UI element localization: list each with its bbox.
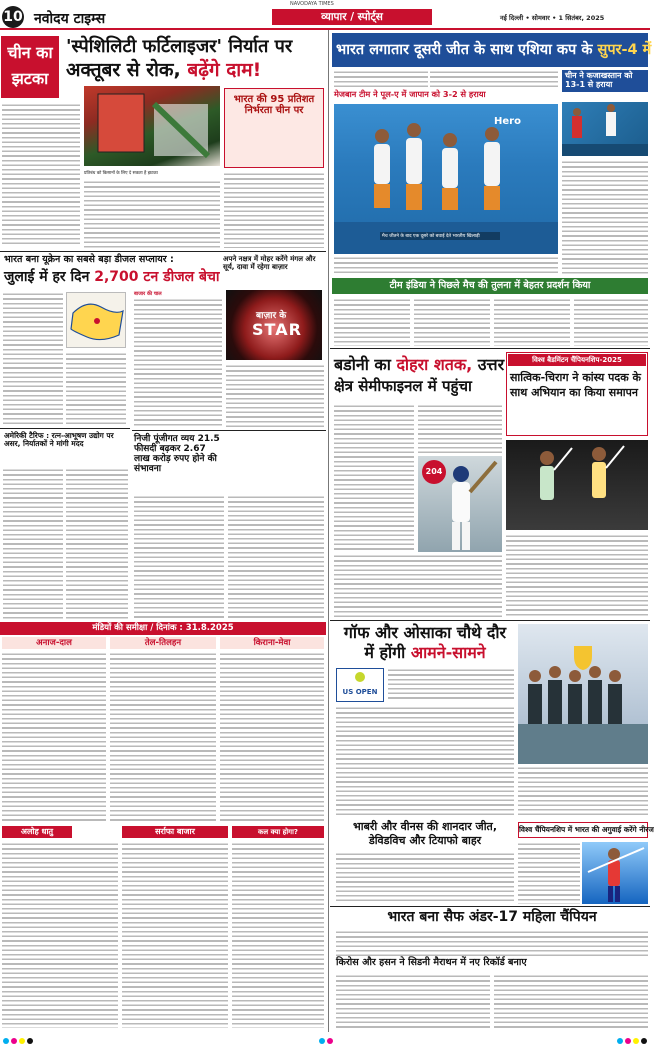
asia-body-under-photo: [334, 256, 558, 276]
saif-headline: भारत बना सैफ अंडर-17 महिला चैंपियन: [387, 909, 597, 925]
neeraj-body: [518, 842, 580, 904]
market-body-col2: [226, 364, 324, 428]
mandi-col3-text: किराना-मेवा: [253, 638, 291, 648]
bazar-star-logo: [226, 290, 322, 360]
team-body-col1: [334, 298, 410, 346]
saif-body-col2: [494, 974, 648, 1028]
china-body-col2: [84, 180, 220, 248]
mandi-banner-text: मंडियों की समीक्षा / दिनांक : 31.8.2025: [92, 623, 234, 633]
hockey-photo: [334, 104, 558, 254]
market-kicker: अपने नक्षत्र में मोहर करेंगे मंगल और सूर्य, दावा में रहेगा बाज़ार: [223, 255, 316, 271]
gauff-headline-2: [336, 644, 514, 662]
masthead-paper-name: नवोदय टाइम्स: [34, 11, 106, 27]
bazar-logo-star: STAR: [252, 320, 302, 339]
china-kicker-box: [1, 36, 59, 98]
tomorrow-body: [232, 842, 324, 1028]
market-body-col1: [134, 298, 222, 428]
mandi-col1-text: अनाज-दाल: [36, 638, 72, 648]
gauff-body-col1: [388, 668, 514, 702]
page-number: [2, 6, 24, 28]
ukraine-body-col1: [3, 292, 63, 424]
badminton-bottom-rule: [330, 620, 650, 621]
china-headline-1: 'स्पेशिलिटी फर्टिलाइजर' निर्यात पर: [66, 36, 293, 57]
hockey-action-icon: [562, 102, 648, 156]
savings-headline: निजी पूंजीगत व्यय 21.5 फीसदी बढ़कर 2.67 लाख करोड़ रुपए होने की संभावना: [134, 434, 220, 475]
mandi-col2-body: [110, 652, 216, 822]
bullion-head-text: सर्राफा बाजार: [155, 827, 195, 836]
saif-body: [336, 930, 648, 956]
china-kazakh-photo: [562, 102, 648, 156]
masthead-rule: [0, 28, 650, 30]
section-label: [272, 9, 432, 25]
gauff-headline-1: गॉफ और ओसाका चौथे दौर: [343, 623, 507, 642]
color-registration-strip: [0, 1032, 650, 1043]
us-open-text: US OPEN: [342, 688, 378, 696]
us-open-logo: [336, 668, 384, 702]
team-body-col3: [494, 298, 570, 346]
tomorrow-head-text: कल क्या होगा?: [258, 828, 298, 836]
china-info-box: [224, 88, 324, 168]
mandi-col1-body: [2, 652, 106, 822]
hockey-inset-caption: मैच जीतने के बाद एक दूसरे को बधाई देते भारतीय खिलाड़ी: [380, 232, 500, 240]
tariff-body-col1: [3, 468, 63, 620]
bazar-logo-text: बाज़ार के: [256, 311, 287, 321]
china-headline-2: [66, 60, 324, 81]
section-label-text: व्यापार / स्पोर्ट्स: [321, 11, 383, 23]
mandi-col3-body: [220, 652, 324, 822]
mandi-col2-text: तेल-तिलहन: [144, 638, 182, 648]
badminton-headline: सात्विक-चिराग ने कांस्य पदक के साथ अभियान का किया समापन: [510, 371, 641, 399]
china-headline-2a: अक्तूबर से रोक,: [66, 59, 188, 81]
ukraine-headline-2a: जुलाई में हर दिन: [4, 269, 95, 285]
metal-body: [2, 842, 118, 1028]
badoni-headline-2: क्षेत्र सेमीफाइनल में पहुंचा: [334, 377, 472, 395]
china-box-title: भारत की 95 प्रतिशत निर्भरता चीन पर: [233, 94, 315, 117]
ukraine-headline-2b: 2,700 टन डीजल बेचा: [94, 269, 220, 285]
asia-body-col2: [430, 70, 558, 88]
team-trophy-illustration: [518, 624, 648, 764]
asia-photo-caption: मेजबान टीम ने पूल-ए में जापान को 3-2 से हराया: [334, 89, 486, 99]
gauff-body-col2: [336, 706, 514, 816]
asia-headline-a: भारत लगातार दूसरी जीत के साथ एशिया कप के: [336, 42, 598, 58]
badoni-badge-text: 204: [425, 467, 443, 476]
badoni-badge: [422, 460, 446, 484]
page-number-text: 10: [3, 9, 23, 25]
neeraj-bottom-rule: [330, 906, 650, 907]
ukraine-bottom-rule: [0, 428, 130, 429]
gauff-headline-2a: में होंगी: [364, 643, 411, 662]
neeraj-headline: विश्व चैंपियनशिप में भारत की अगुवाई करेंगे नीरज: [518, 822, 648, 838]
registration-dots-icon: [0, 1036, 650, 1047]
china-kazakh-body: [562, 160, 648, 276]
metal-head-text: अलोह धातु: [20, 827, 54, 836]
dateline: नई दिल्ली • सोमवार • 1 सितंबर, 2025: [500, 14, 605, 22]
badoni-headline-1b: दोहरा शतक,: [396, 355, 473, 374]
team-body-col4: [574, 298, 648, 346]
tariff-body-col2: [66, 468, 128, 620]
badoni-photo: [418, 456, 502, 552]
badoni-headline-1a: बडोनी का: [334, 355, 397, 374]
saif-subhead: किरोस और हसन ने सिडनी मैराथन में नए रिकॉर्ड बनाए: [336, 957, 527, 968]
ukraine-body-col2: [66, 352, 126, 424]
team-body-col2: [414, 298, 490, 346]
china-headline-2b: बढ़ेंगे दाम!: [187, 59, 262, 81]
savings-body-col1: [134, 495, 224, 620]
badoni-headline-1: [334, 355, 505, 374]
mandi-col2-head: [110, 637, 216, 649]
china-kazakh-head: चीन ने कजाखस्तान को 13-1 से हराया: [562, 70, 648, 92]
gauff-body-col3: [336, 852, 514, 904]
saif-body-col1: [336, 974, 490, 1028]
svg-text:Hero: Hero: [494, 116, 521, 127]
mandi-banner: [0, 622, 326, 635]
china-body-col1: [2, 103, 80, 247]
map-icon: [67, 293, 127, 349]
asia-headline: [332, 33, 652, 67]
tennis-ball-icon: [337, 670, 383, 684]
ukraine-map-graphic: [66, 292, 126, 348]
asia-body-left: [334, 70, 428, 88]
china-photo-caption: प्रतिबंध को किसानों के लिए दे सकता है झटका: [84, 171, 158, 176]
center-divider: [328, 30, 329, 1035]
ukraine-headline-2: [4, 270, 219, 286]
badminton-players-illustration: [506, 440, 648, 530]
badminton-photo: [506, 440, 648, 530]
fertilizer-bag-icon: [84, 86, 220, 166]
team-bottom-rule: [330, 348, 650, 349]
badoni-headline-1c: उत्तर: [472, 355, 505, 374]
china-bottom-rule: [0, 251, 326, 252]
trophy-photo: [518, 624, 648, 764]
team-headline: टीम इंडिया ने पिछले मैच की तुलना में बेहतर प्रदर्शन किया: [332, 278, 648, 294]
gauff-subhead: भाबरी और वीनस की शानदार जीत, डेविडविच और टियाफो बाहर: [353, 820, 497, 847]
ukraine-headline-1: भारत बना यूक्रेन का सबसे बड़ा डीजल सप्लायर :: [4, 254, 174, 265]
gauff-headline-2b: आमने-सामने: [410, 643, 486, 662]
tomorrow-head: [232, 826, 324, 838]
china-kicker-line2: झटका: [11, 69, 49, 88]
asia-headline-b: सुपर-4 में: [597, 42, 652, 58]
masthead-small-line: NAVODAYA TIMES: [290, 1, 334, 7]
badoni-body-col1: [334, 404, 414, 552]
savings-body-col2: [228, 495, 324, 620]
badminton-kicker: विश्व बैडमिंटन चैंपियनशिप-2025: [508, 354, 646, 366]
bullion-head: [122, 826, 228, 838]
neeraj-photo: [582, 842, 648, 904]
market-bottom-rule: [132, 430, 326, 431]
market-subhead: बाजार की चाल: [134, 291, 162, 297]
china-body-col3: [224, 172, 324, 248]
trophy-caption: [518, 766, 648, 816]
javelin-thrower-illustration: [582, 842, 648, 904]
mandi-col1-head: [2, 637, 106, 649]
mandi-col3-head: [220, 637, 324, 649]
metal-head: [2, 826, 72, 838]
fertilizer-photo: [84, 86, 220, 166]
badminton-body: [506, 534, 648, 618]
badoni-body-wide: [334, 554, 502, 618]
china-kicker-line1: चीन का: [7, 43, 53, 62]
bullion-body: [122, 842, 228, 1028]
tariff-headline: अमेरिकी टैरिफ : रत्न-आभूषण उद्योग पर असर, निर्यातकों ने मांगी मदद: [4, 431, 114, 449]
badoni-body-col2: [418, 404, 502, 454]
